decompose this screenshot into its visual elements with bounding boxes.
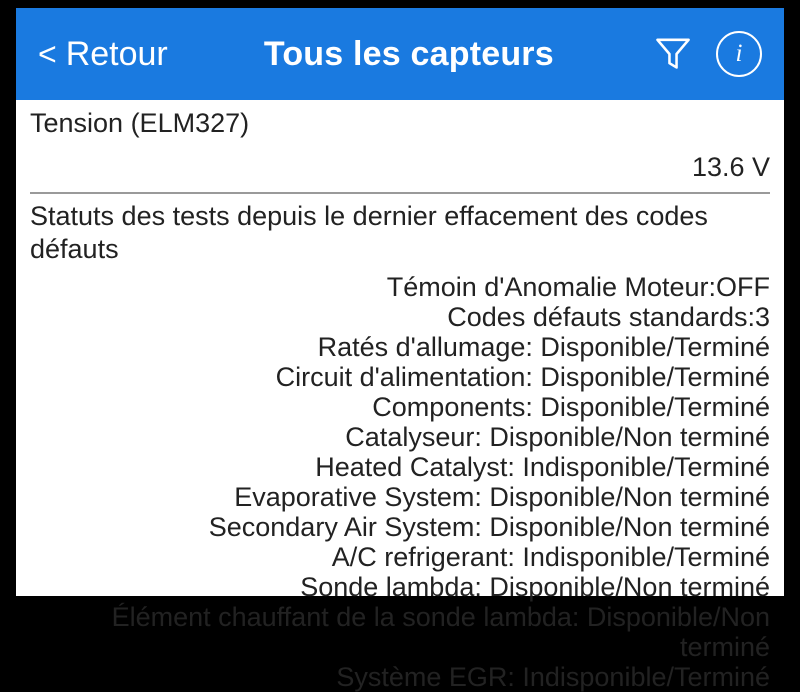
list-item: Élément chauffant de la sonde lambda: Disponible/Non terminé [111, 602, 770, 662]
list-item: Circuit d'alimentation: Disponible/Terminé [275, 362, 770, 392]
list-item: Heated Catalyst: Indisponible/Terminé [315, 452, 770, 482]
app-screen [16, 8, 784, 692]
back-button[interactable] [38, 35, 168, 74]
status-list [30, 272, 770, 692]
list-item: Témoin d'Anomalie Moteur:OFF [386, 272, 770, 302]
list-item: Sonde lambda: Disponible/Non terminé [300, 572, 770, 602]
sensor-content [16, 100, 784, 692]
sensor-name: Tension (ELM327) [30, 108, 250, 138]
list-item: Codes défauts standards:3 [447, 302, 770, 332]
sensor-row[interactable] [30, 100, 770, 184]
divider [30, 192, 770, 194]
back-chevron-icon: < [38, 35, 57, 72]
back-button-label: Retour [65, 34, 168, 73]
header-actions [656, 31, 762, 77]
app-header [16, 8, 784, 100]
list-item: Catalyseur: Disponible/Non terminé [345, 422, 770, 452]
section-title: Statuts des tests depuis le dernier effacement des codes défauts [30, 201, 708, 264]
sensor-value: 13.6 V [691, 152, 770, 182]
page-title: Tous les capteurs [263, 34, 554, 73]
info-icon[interactable]: i [716, 31, 762, 77]
list-item: Components: Disponible/Terminé [372, 392, 770, 422]
filter-icon[interactable] [656, 38, 690, 70]
list-item: Ratés d'allumage: Disponible/Terminé [317, 332, 770, 362]
list-item: Secondary Air System: Disponible/Non terminé [208, 512, 770, 542]
list-item: A/C refrigerant: Indisponible/Terminé [331, 542, 770, 572]
list-item: Système EGR: Indisponible/Terminé [336, 662, 770, 692]
list-item: Evaporative System: Disponible/Non terminé [234, 482, 770, 512]
